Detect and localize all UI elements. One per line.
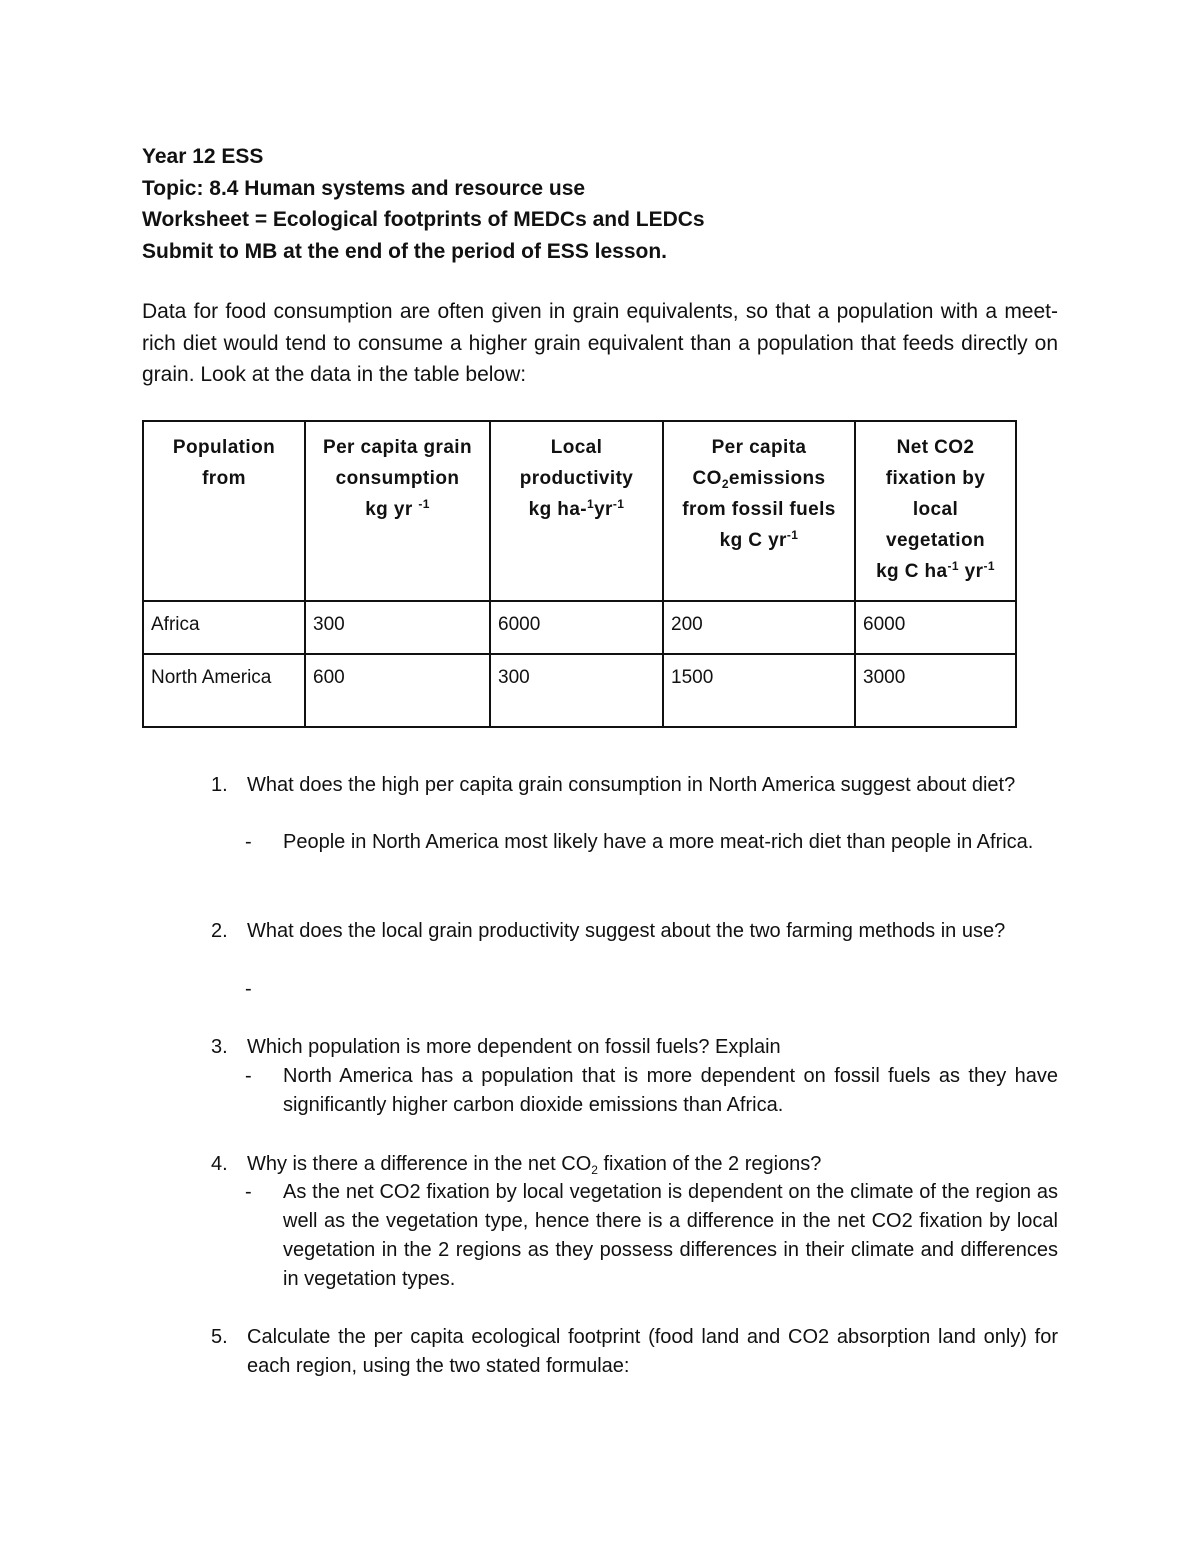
table-cell: 6000 bbox=[490, 601, 663, 654]
table-header-row bbox=[143, 421, 1016, 601]
answer-text: People in North America most likely have a more meat-rich diet than people in Africa. bbox=[283, 831, 1034, 853]
header-grain-consumption: Per capita grain consumption kg yr $^{-1}$ bbox=[305, 421, 490, 601]
submission-note: Submit to MB at the end of the period of ESS lesson. bbox=[142, 239, 668, 263]
question-text: Which population is more dependent on fossil fuels? Explain bbox=[247, 1036, 781, 1058]
table-cell: 6000 bbox=[855, 601, 1016, 654]
topic-title: Topic: 8.4 Human systems and resource use bbox=[142, 176, 586, 200]
header-population: Population from bbox=[143, 421, 305, 601]
question-text: Calculate the per capita ecological footprint (food land and CO2 absorption land only) for each region, using the two stated formulae: bbox=[247, 1326, 1058, 1377]
header-co2-emissions: Per capita $CO_2emissions$ from fossil fuels kg C $yr^{-1}$ bbox=[663, 421, 855, 601]
table-cell: 300 bbox=[490, 654, 663, 727]
worksheet-header bbox=[142, 141, 705, 267]
data-table bbox=[142, 420, 1017, 728]
question-number: 1. bbox=[211, 774, 228, 796]
answer-bullet: - bbox=[245, 1065, 252, 1087]
answer-bullet: - bbox=[245, 831, 252, 853]
table-cell: Africa bbox=[143, 601, 305, 654]
answer-bullet: - bbox=[245, 978, 252, 1000]
answer-text: North America has a population that is more dependent on fossil fuels as they have significantly higher carbon dioxide emissions than Africa. bbox=[283, 1065, 1058, 1116]
header-co2-fixation: Net CO2 fixation by local vegetation kg C $ha^{-1}$ $yr^{-1}$ bbox=[855, 421, 1016, 601]
question-text: What does the high per capita grain consumption in North America suggest about diet? bbox=[247, 774, 1016, 796]
answer-text: As the net CO2 fixation by local vegetation is dependent on the climate of the region as well as the vegetation type, hence there is a difference in the net CO2 fixation by local vegetation in the 2 regions as they possess differences in their climate and differences in vegetation types. bbox=[283, 1181, 1058, 1290]
question-text: Why is there a difference in the net $CO_2$ fixation of the 2 regions? bbox=[247, 1153, 822, 1177]
table-cell: North America bbox=[143, 654, 305, 727]
course-title: Year 12 ESS bbox=[142, 145, 264, 168]
question-number: 3. bbox=[211, 1036, 228, 1058]
question-text: What does the local grain productivity suggest about the two farming methods in use? bbox=[247, 920, 1006, 942]
question-number: 5. bbox=[211, 1326, 228, 1348]
answer-bullet: - bbox=[245, 1181, 252, 1203]
intro-paragraph: Data for food consumption are often given in grain equivalents, so that a population with a meet-rich diet would tend to consume a higher grain equivalent than a population that feeds directly on grain. Look at the data in the table below: bbox=[142, 300, 1058, 386]
table-cell: 3000 bbox=[855, 654, 1016, 727]
table-cell: 300 bbox=[305, 601, 490, 654]
table-row bbox=[143, 654, 1016, 727]
table-cell: 600 bbox=[305, 654, 490, 727]
table-cell: 1500 bbox=[663, 654, 855, 727]
table-row bbox=[143, 601, 1016, 654]
question-number: 2. bbox=[211, 920, 228, 942]
table-cell: 200 bbox=[663, 601, 855, 654]
question-number: 4. bbox=[211, 1153, 228, 1175]
header-local-productivity: Local productivity kg $ha-^1yr^{-1}$ bbox=[490, 421, 663, 601]
worksheet-title: Worksheet = Ecological footprints of MEDCs and LEDCs bbox=[142, 208, 705, 231]
